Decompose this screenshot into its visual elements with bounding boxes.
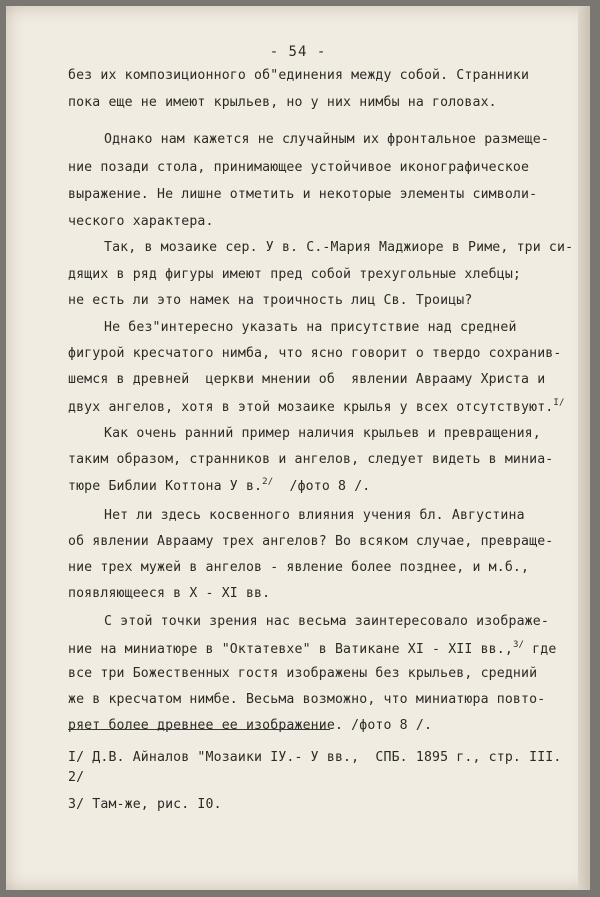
text-line: без их композиционного об"единения между собой. Странники xyxy=(68,68,530,83)
text-segment: где xyxy=(524,642,557,657)
text-segment: тюре Библии Коттона У в. xyxy=(68,479,263,494)
text-segment: /фото 8 /. xyxy=(273,479,371,494)
text-line: дящих в ряд фигуры имеют пред собой трехугольные хлебцы; xyxy=(68,267,522,282)
text-line: ние трех мужей в ангелов - явление более позднее, и м.б., xyxy=(68,560,530,575)
text-line: все три Божественных гостя изображены без крыльев, средний xyxy=(68,666,538,681)
document-page xyxy=(6,6,590,890)
text-line: Не без"интересно указать на присутствие над средней xyxy=(104,320,517,335)
text-line: появляющееся в Х - ХI вв. xyxy=(68,586,271,601)
text-line: об явлении Аврааму трех ангелов? Во всяком случае, превраще- xyxy=(68,534,554,549)
text-line: С этой точки зрения нас весьма заинтересовало изображе- xyxy=(104,614,549,629)
footnote: 2/ xyxy=(68,770,85,785)
footnote: I/ Д.В. Айналов "Мозаики IУ.- У вв., СПБ. 1895 г., стр. III. xyxy=(68,750,562,765)
footnote-ref: 3/ xyxy=(512,640,525,650)
footnote-divider xyxy=(68,729,330,730)
footnote-ref: 2/ xyxy=(262,477,274,487)
text-line: пока еще не имеют крыльев, но у них нимбы на головах. xyxy=(68,95,497,110)
text-line: Как очень ранний пример наличия крыльев и превращения, xyxy=(104,426,541,441)
text-line: ческого характера. xyxy=(68,214,214,229)
footnote: 3/ Там-же, рис. I0. xyxy=(68,797,222,812)
text-line: ряет более древнее ее изображение. /фото 8 /. xyxy=(68,718,433,733)
text-line: Нет ли здесь косвенного влияния учения бл. Августина xyxy=(104,508,525,523)
text-line xyxy=(68,477,370,494)
text-line: шемся в древней церкви мнении об явлении Аврааму Христа и xyxy=(68,372,546,387)
text-line xyxy=(68,398,565,415)
page-number: - 54 - xyxy=(269,44,327,60)
footnote-ref: I/ xyxy=(553,398,565,408)
text-line: же в кресчатом нимбе. Весьма возможно, что миниатюра повто- xyxy=(68,692,546,707)
text-line: ние позади стола, принимающее устойчивое иконографическое xyxy=(68,160,530,175)
text-line: фигурой кресчатого нимба, что ясно говорит о твердо сохранив- xyxy=(68,346,562,361)
text-line: таким образом, странников и ангелов, следует видеть в миниа- xyxy=(68,452,554,467)
page-edge xyxy=(578,6,590,890)
text-segment: двух ангелов, хотя в этой мозаике крылья у всех отсутствуют. xyxy=(68,400,554,415)
text-segment: ние на миниатюре в "Октатевхе" в Ватикане ХI - ХII вв., xyxy=(68,642,513,657)
text-line: выражение. Не лишне отметить и некоторые элементы символи- xyxy=(68,187,538,202)
text-line: не есть ли это намек на троичность лиц Св. Троицы? xyxy=(68,293,473,308)
text-line: Так, в мозаике сер. У в. С.-Мария Маджиоре в Риме, три си- xyxy=(104,240,574,255)
text-line: Однако нам кажется не случайным их фронтальное размеще- xyxy=(104,132,549,147)
text-line xyxy=(68,640,556,657)
